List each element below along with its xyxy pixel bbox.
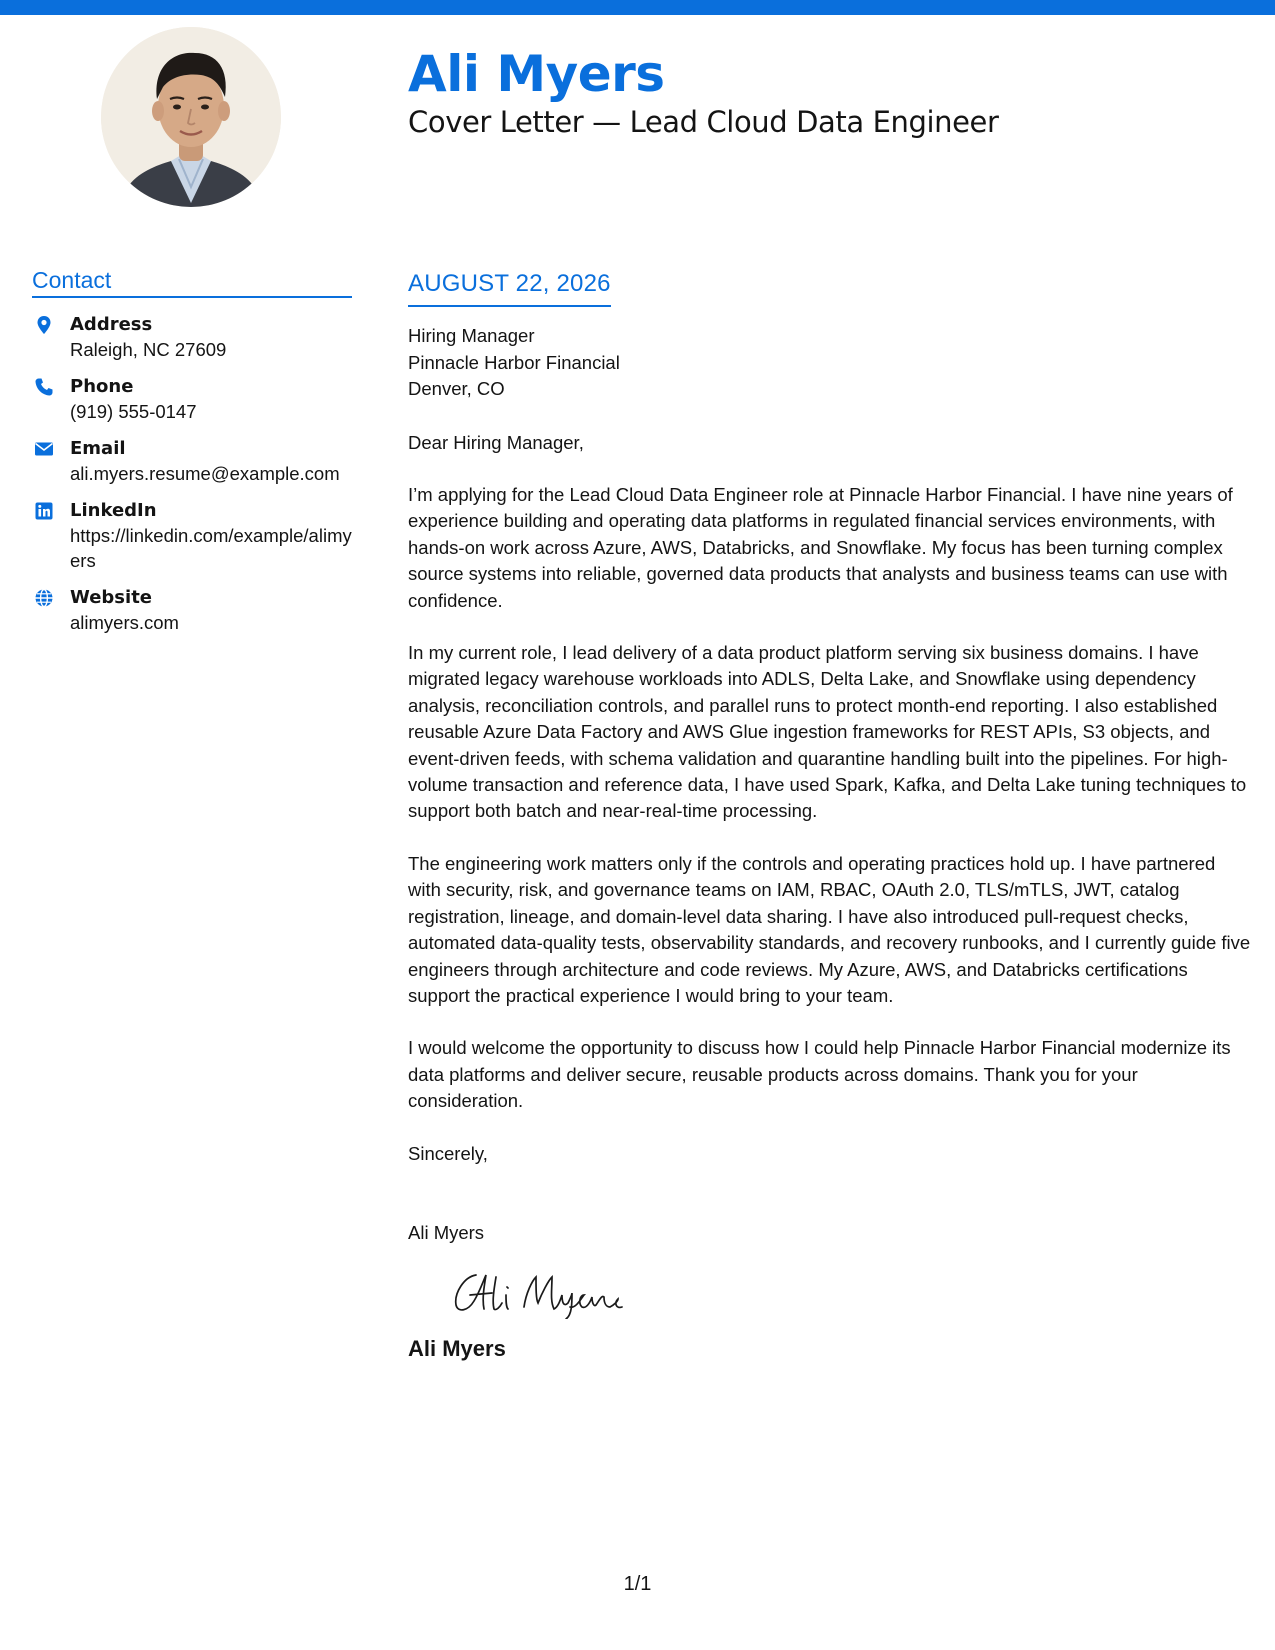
email-icon: [34, 439, 54, 459]
page-subtitle: Cover Letter — Lead Cloud Data Engineer: [408, 105, 999, 139]
contact-item-website: [32, 585, 352, 635]
letter-date: AUGUST 22, 2026: [408, 269, 611, 307]
letter-paragraph: I would welcome the opportunity to discuss how I could help Pinnacle Harbor Financial modernize its data platforms and deliver secure, reusable products across domains. Thank you for your consideration.: [408, 1037, 1231, 1112]
contact-list: [32, 312, 352, 635]
contact-value: (919) 555-0147: [70, 401, 197, 422]
letter-paragraph: In my current role, I lead delivery of a data product platform serving six business domains. I have migrated legacy warehouse workloads into ADLS, Delta Lake, and Snowflake using dependency analysis, reconciliation controls, and parallel runs to protect month-end reporting. I also established reusable Azure Data Factory and AWS Glue ingestion frameworks for REST APIs, S3 objects, and event-driven feeds, with schema validation and quarantine handling built into the pipelines. For high-volume transaction and reference data, I have used Spark, Kafka, and Delta Lake tuning techniques to support both batch and near-real-time processing.: [408, 642, 1247, 822]
contact-item-address: [32, 312, 352, 362]
handwritten-signature: [446, 1263, 646, 1319]
recipient-block: [408, 323, 1253, 403]
contact-label: LinkedIn: [70, 500, 157, 521]
page-title: Ali Myers: [408, 45, 665, 103]
salutation: Dear Hiring Manager,: [408, 431, 584, 453]
contact-label: Website: [70, 587, 153, 608]
contact-label: Email: [70, 438, 126, 459]
contact-value: ali.myers.resume@example.com: [70, 463, 340, 484]
avatar: [101, 27, 281, 207]
typed-name: Ali Myers: [408, 1222, 485, 1244]
contact-value: alimyers.com: [70, 612, 179, 633]
contact-sidebar: [32, 266, 352, 647]
contact-item-linkedin: [32, 498, 352, 573]
closing: Sincerely,: [408, 1142, 488, 1164]
contact-item-phone: [32, 374, 352, 424]
letter-body: [408, 269, 1253, 1363]
top-accent-bar: [0, 0, 1275, 15]
contact-item-email: [32, 436, 352, 486]
contact-value: https://linkedin.com/example/alimyers: [70, 525, 352, 571]
phone-icon: [34, 377, 54, 397]
contact-value: Raleigh, NC 27609: [70, 339, 227, 360]
recipient-line: Denver, CO: [408, 378, 505, 399]
letter-paragraph: The engineering work matters only if the controls and operating practices hold up. I have partnered with security, risk, and governance teams on IAM, RBAC, OAuth 2.0, TLS/mTLS, JWT, catalog registration, lineage, and domain-level data sharing. I have also introduced pull-request checks, automated data-quality tests, observability standards, and recovery runbooks, and I currently guide five engineers through architecture and code reviews. My Azure, AWS, and Databricks certifications support the practical experience I would bring to your team.: [408, 852, 1251, 1006]
map-pin-icon: [34, 315, 54, 335]
contact-label: Address: [70, 314, 153, 335]
contact-label: Phone: [70, 376, 134, 397]
signature-name: Ali Myers: [408, 1335, 506, 1361]
page-number: 1/1: [623, 1573, 652, 1595]
linkedin-icon: [34, 501, 54, 521]
profile-photo: [101, 27, 281, 207]
globe-icon: [34, 588, 54, 608]
recipient-line: Pinnacle Harbor Financial: [408, 351, 620, 373]
letter-paragraph: I’m applying for the Lead Cloud Data Engineer role at Pinnacle Harbor Financial. I have nine years of experience building and operating data platforms in regulated financial services environments, with hands-on work across Azure, AWS, Databricks, and Snowflake. My focus has been turning complex source systems into reliable, governed data products that analysts and business teams can use with confidence.: [408, 484, 1233, 611]
recipient-line: Hiring Manager: [408, 325, 535, 346]
contact-heading: Contact: [32, 266, 352, 298]
